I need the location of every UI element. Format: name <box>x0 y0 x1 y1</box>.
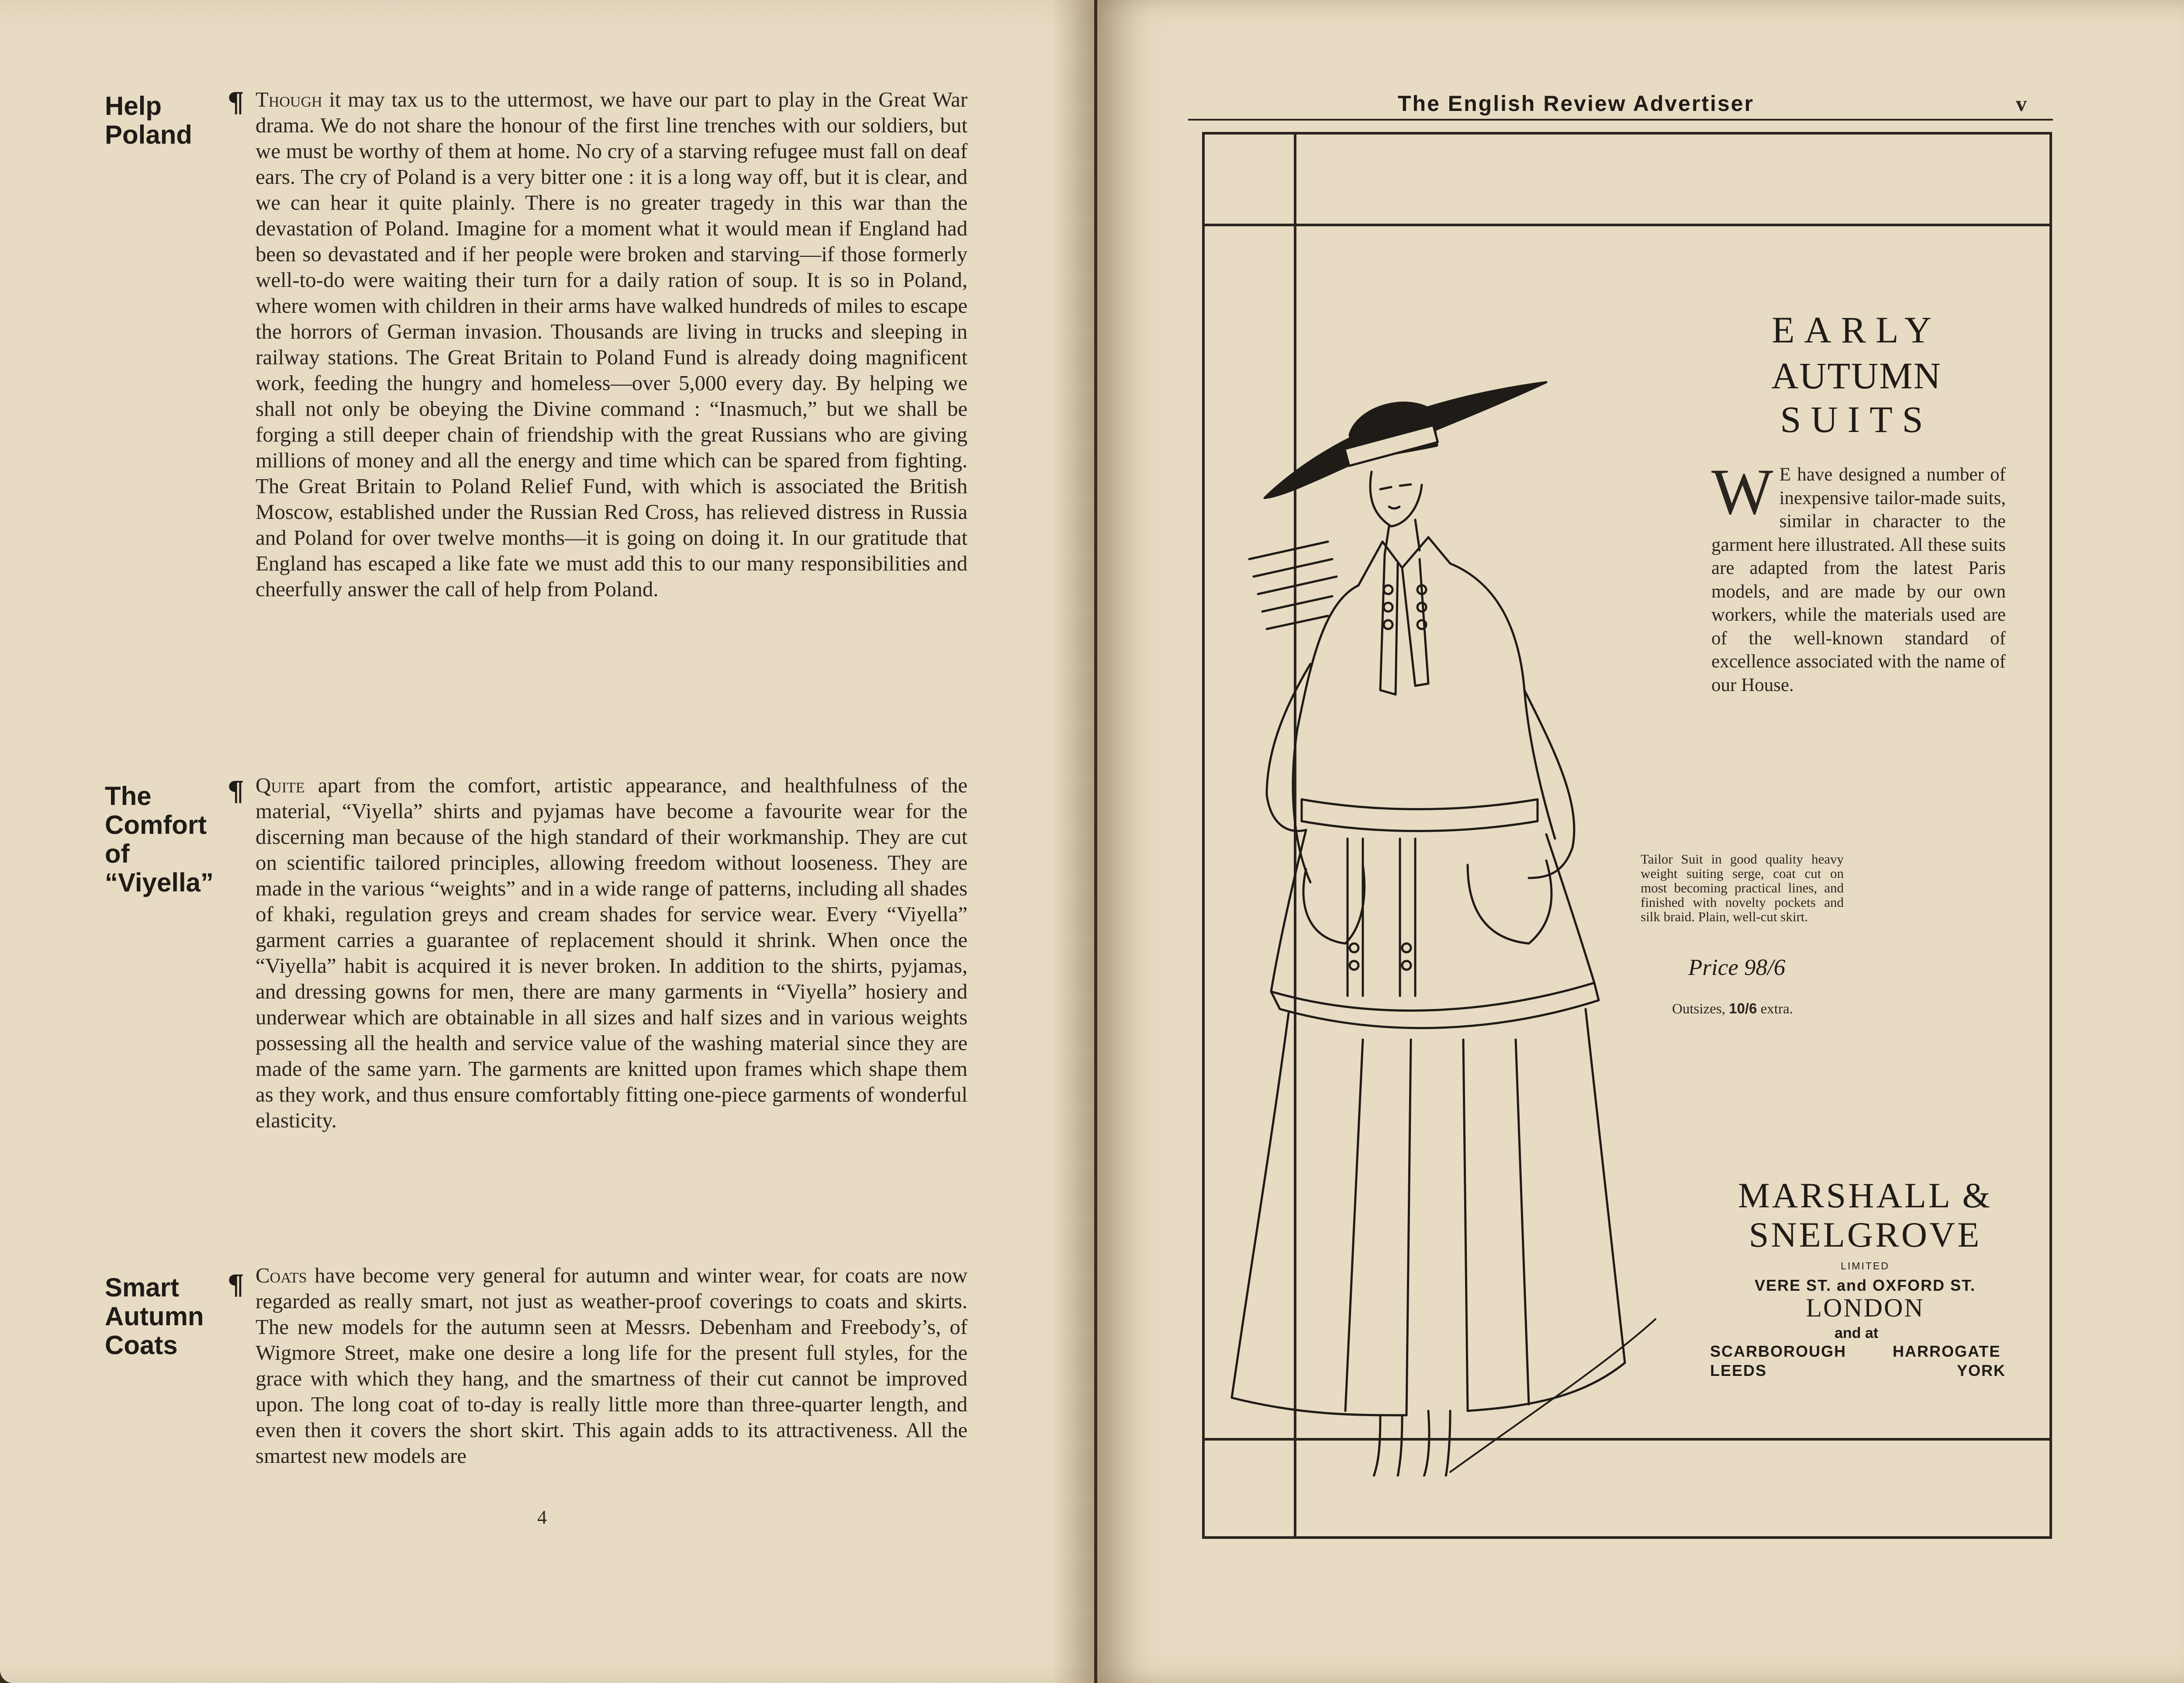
heading-line: Coats <box>105 1331 178 1360</box>
heading-line: Autumn <box>105 1302 204 1331</box>
heading-line: Comfort <box>105 810 207 840</box>
outsizes-prefix: Outsizes, <box>1672 1001 1725 1017</box>
ad-price: Price 98/6 <box>1688 955 1786 980</box>
store-branch: YORK <box>1957 1362 2006 1379</box>
ad-title-line: SUITS <box>1780 398 1933 440</box>
pilcrow-mark: ¶ <box>227 86 245 118</box>
outsizes-amount: 10/6 <box>1729 1000 1757 1016</box>
heading-line: The <box>105 781 152 811</box>
woman-in-tailor-suit-illustration <box>1223 358 1660 1476</box>
article-text: it may tax us to the uttermost, we have our part to play in the Great War drama. We do not share the honour of the first line trenches with our soldiers, but we must be worthy of them at home. No cry of a starving refugee must fall on deaf ears. The cry of Poland is a very bitter one : it is a long way off, but it is clear, and we can hear it quite plainly. There is no greater tragedy in this war than the devastation of Poland. Imagine for a moment what it would mean if England had been so devastated and if her people were broken and starving—if those formerly well-to-do were waiting their turn for a daily ration of soup. It is so in Poland, where women with children in their arms have walked hundreds of miles to escape the horrors of German invasion. Thousands are living in trucks and sleeping in railway stations. The Great Britain to Poland Fund is already doing magnificent work, feeding the hungry and homeless—over 5,000 every day. By helping we shall not only be obeying the Divine command : “Inasmuch,” but we shall be forging a still deeper chain of friendship with the great Russians who are giving millions of money and all the energy and time which can be spared from fighting. The Great Britain to Poland Relief Fund, with which is associated the British Moscow, established under the Russian Red Cross, has relieved distress in Russia and Poland for over twelve months—it is going on doing it. In our gratitude that England has escaped a like fate we must add this to our many responsibilities and cheerfully answer the call of help from Poland. <box>256 87 968 601</box>
article-text: apart from the comfort, artistic appearance, and healthfulness of the material, “Viyella” shirts and pyjamas have become a favourite wear for the discerning man because of the high standard of their workmanship. They are cut on scientific tailored principles, allowing freedom without looseness. They are made in the various “weights” and in a wide range of patterns, including all shades of khaki, regulation greys and cream shades for service wear. Every “Viyella” garment carries a guarantee of replacement should it shrink. When once the “Viyella” habit is acquired it is never broken. In addition to the shirts, pyjamas, and dressing gowns for men, there are many garments in “Viyella” hosiery and underwear which are obtainable in all sizes and half sizes and in various weights possessing all the health and service value of the washing material since they are made of the same yarn. The garments are knitted upon frames which shape them as they work, and thus ensure comfortably fitting one-piece garments of wonderful elasticity. <box>256 773 968 1132</box>
running-title: The English Review Advertiser <box>1398 91 1754 116</box>
heading-line: Smart <box>105 1273 180 1302</box>
ad-title-line: EARLY <box>1771 309 1942 351</box>
side-heading-help-poland <box>105 92 245 149</box>
article-help-poland <box>256 86 968 602</box>
store-name-line: SNELGROVE <box>1749 1215 1982 1254</box>
lead-word: Though <box>256 87 322 111</box>
article-autumn-coats <box>256 1262 968 1469</box>
store-name-line: MARSHALL & <box>1738 1175 1993 1215</box>
store-city: LONDON <box>1806 1293 1925 1322</box>
ad-outsizes-note <box>1672 1000 1793 1017</box>
running-header <box>1188 88 2053 121</box>
side-heading-autumn-coats <box>105 1273 245 1360</box>
store-address: VERE ST. and OXFORD ST. <box>1754 1276 1976 1294</box>
heading-line: “Viyella” <box>105 868 214 897</box>
store-branch: HARROGATE <box>1893 1342 2001 1360</box>
article-text: have become very general for autumn and winter wear, for coats are now regarded as really smart, not just as weather-proof coverings to coats and skirts. The new models for the autumn seen at Messrs. Debenham and Freebody’s, of Wigmore Street, make one desire a long life for the present full styles, for the grace with which they hang, and the smartness of their cut cannot be improved upon. The long coat of to-day is really little more than three-quarter length, and even then it covers the short skirt. This again adds to its attractiveness. All the smartest new models are <box>256 1263 968 1468</box>
store-branch: SCARBOROUGH <box>1710 1342 1847 1360</box>
pilcrow-mark: ¶ <box>227 1269 245 1301</box>
heading-line: of <box>105 839 130 868</box>
store-and-at: and at <box>1834 1325 1879 1341</box>
ad-body-text <box>1711 456 2006 697</box>
heading-line: Help <box>105 91 162 121</box>
pilcrow-mark: ¶ <box>227 775 245 807</box>
ad-dropcap: W <box>1711 456 1773 528</box>
lead-word: Coats <box>256 1263 307 1287</box>
page-number: 4 <box>537 1507 547 1528</box>
ad-body-copy: E have designed a number of inexpensive tailor-made suits, similar in character to the garment here illustrated. All these suits are adapted from the latest Paris models, and are made by our own workers, while the materials used are of the well-known standard of excellence associated with the name of our House. <box>1711 464 2006 695</box>
ad-title-line: AUTUMN <box>1771 355 1942 397</box>
outsizes-suffix: extra. <box>1760 1001 1793 1017</box>
lead-word: Quite <box>256 773 305 797</box>
ad-product-caption: Tailor Suit in good quality heavy weight suiting serge, coat cut on most becoming practical lines, and finished with novelty pockets and silk braid. Plain, well-cut skirt. <box>1641 851 1844 924</box>
heading-line: Poland <box>105 120 193 149</box>
folio-number: v <box>2016 91 2027 116</box>
side-heading-viyella <box>105 782 245 897</box>
store-branch: LEEDS <box>1710 1362 1767 1379</box>
store-limited: LIMITED <box>1841 1260 1890 1272</box>
article-viyella <box>256 772 968 1133</box>
